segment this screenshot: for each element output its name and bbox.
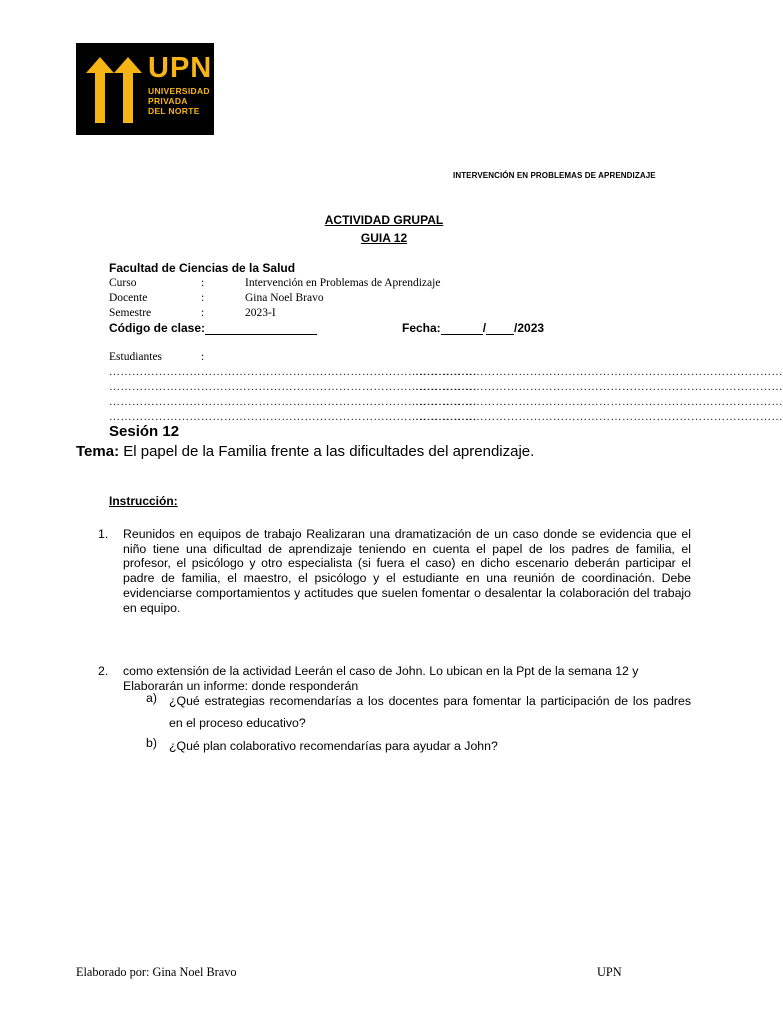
docente-value: Gina Noel Bravo [245, 292, 324, 304]
students-colon: : [201, 351, 205, 363]
students-row [109, 351, 205, 363]
course-header: INTERVENCIÓN EN PROBLEMAS DE APRENDIZAJE [453, 171, 656, 180]
semestre-colon: : [201, 307, 205, 319]
student-line-3-right: …………………………………………………………………………………… [415, 396, 783, 408]
docente-label: Docente [109, 292, 148, 304]
student-line-2-right: …………………………………………………………………………………… [415, 381, 783, 393]
student-line-4-right: …………………………………………………………………………………… [415, 411, 783, 423]
question-letter: b) [146, 736, 157, 750]
logo-text [148, 53, 212, 116]
date-day-blank[interactable] [441, 322, 483, 335]
item-number: 1. [98, 527, 109, 541]
curso-value: Intervención en Problemas de Aprendizaje [245, 277, 441, 289]
topic-label: Tema: [76, 443, 120, 460]
item-text: como extensión de la actividad Leerán el caso de John. Lo ubican en la Ppt de la semana 12 y Elaborarán un informe: donde responderán [123, 664, 639, 693]
logo-line-1: UNIVERSIDAD [148, 86, 210, 96]
question-letter: a) [146, 691, 157, 705]
item-number: 2. [98, 664, 109, 678]
date-month-blank[interactable] [486, 322, 514, 335]
logo-brand: UPN [148, 52, 213, 84]
guide-title: GUIA 12 [360, 231, 408, 245]
logo-line-3: DEL NORTE [148, 106, 200, 116]
class-code-label: Código de clase: [109, 321, 206, 335]
semestre-label: Semestre [109, 307, 152, 319]
docente-colon: : [201, 292, 205, 304]
topic-text: El papel de la Familia frente a las dificultades del aprendizaje. [119, 443, 535, 460]
logo-line-2: PRIVADA [148, 96, 188, 106]
upn-logo [76, 43, 214, 135]
students-label: Estudiantes [109, 351, 163, 363]
semestre-value: 2023-I [245, 307, 276, 319]
instruction-heading: Instrucción: [109, 494, 178, 508]
class-code-blank[interactable] [205, 322, 317, 335]
question-text: ¿Qué estrategias recomendarías a los docentes para fomentar la participación de los padres en el proceso educativo? [169, 694, 691, 730]
date-field [402, 321, 544, 335]
topic [76, 443, 534, 460]
curso-colon: : [201, 277, 205, 289]
date-label: Fecha: [402, 321, 441, 335]
curso-label: Curso [109, 277, 137, 289]
upn-arrows-icon [82, 55, 146, 125]
item-text: Reunidos en equipos de trabajo Realizaran una dramatización de un caso donde se evidencia que el niño tiene una dificultad de aprendizaje teniendo en cuenta el papel de los padres de familia, el profesor, el psicólogo y otro especialista (si fuera el caso) en dicho escenario deberán participar el padre de familia, el maestro, el psicólogo y el estudiante en una reunión de coordinación. Debe evidenciarse comportamientos y actitudes que suelen fomentar o desalentar la colaboración del trabajo en equipo. [123, 527, 691, 615]
student-line-4-left: …………………………………………………………………………………… [109, 411, 477, 423]
student-line-1-left: …………………………………………………………………………………… [109, 366, 477, 378]
date-year: /2023 [514, 321, 545, 335]
student-line-2-left: …………………………………………………………………………………… [109, 381, 477, 393]
session-title: Sesión 12 [109, 423, 180, 440]
student-line-3-left: …………………………………………………………………………………… [109, 396, 477, 408]
class-code-field [109, 321, 317, 335]
footer-author: Elaborado por: Gina Noel Bravo [76, 965, 237, 979]
activity-title: ACTIVIDAD GRUPAL [324, 213, 444, 227]
question-text: ¿Qué plan colaborativo recomendarías para ayudar a John? [169, 739, 498, 753]
faculty-name: Facultad de Ciencias de la Salud [109, 261, 296, 275]
footer-institution: UPN [597, 965, 622, 979]
student-line-1-right: …………………………………………………………………………………… [415, 366, 783, 378]
date-separator: / [482, 321, 487, 335]
